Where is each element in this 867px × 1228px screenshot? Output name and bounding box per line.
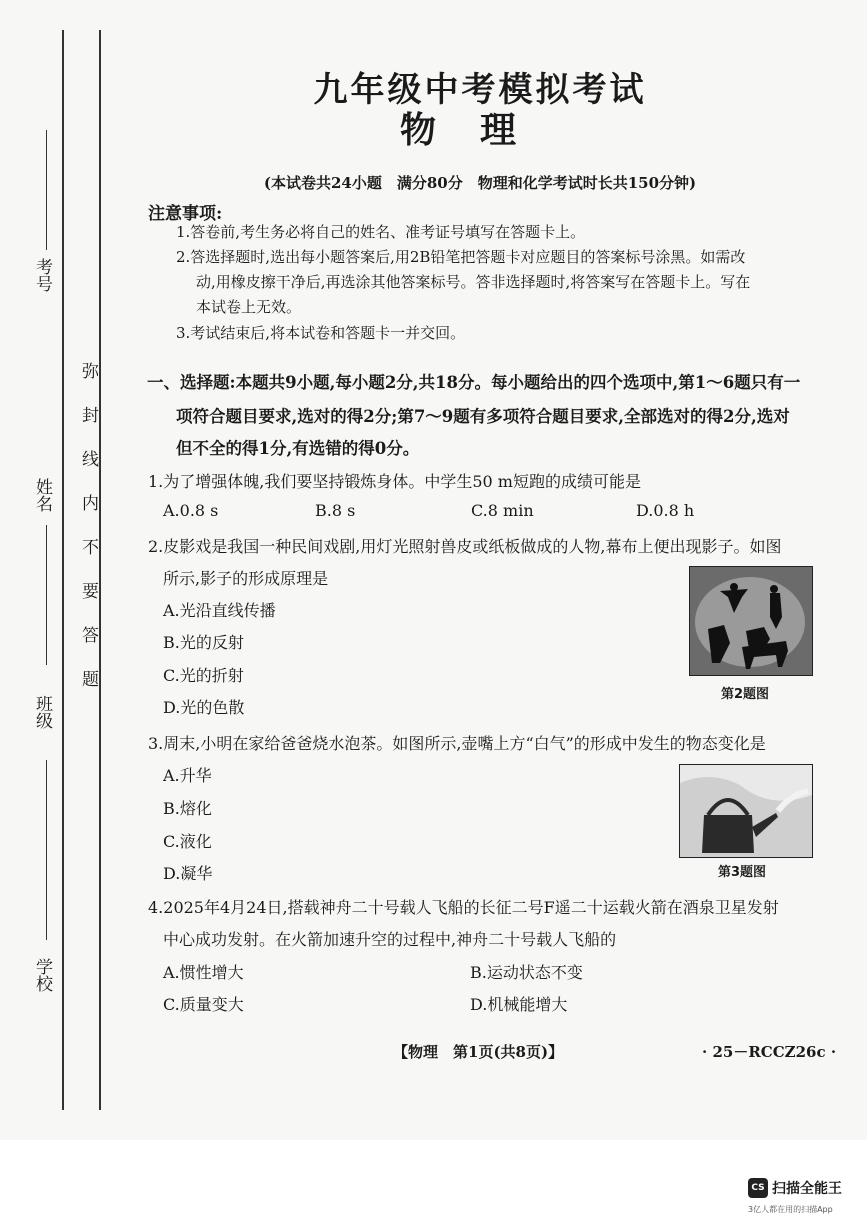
question-2-option-a: A.光沿直线传播 <box>163 601 276 620</box>
question-2-option-d: D.光的色散 <box>163 698 245 717</box>
notice-line: 本试卷上无效。 <box>196 298 302 316</box>
question-1-option-c: C.8 min <box>471 501 534 520</box>
scanner-tagline: 3亿人都在用的扫描App <box>748 1205 833 1214</box>
section-instructions: 一、选择题:本题共9小题,每小题2分,共18分。每小题给出的四个选项中,第1～6题只有一 <box>147 373 801 392</box>
question-4-stem: 4.2025年4月24日,搭载神舟二十号载人飞船的长征二号F遥二十运载火箭在酒泉卫星发射 <box>148 898 779 917</box>
question-2-option-c: C.光的折射 <box>163 666 244 685</box>
question-3-option-b: B.熔化 <box>163 799 212 818</box>
field-school: 学校 <box>32 958 52 992</box>
question-4-option-d: D.机械能增大 <box>470 995 568 1014</box>
field-exam-number: 考号 <box>32 258 52 292</box>
exam-title: 九年级中考模拟考试 <box>313 70 647 110</box>
scanner-logo-icon: CS <box>748 1178 768 1198</box>
question-1-option-a: A.0.8 s <box>163 501 219 520</box>
section-instructions: 项符合题目要求,选对的得2分;第7～9题有多项符合题目要求,全部选对的得2分,选对 <box>176 407 790 426</box>
question-4-option-a: A.惯性增大 <box>163 963 244 982</box>
notice-line: 1.答卷前,考生务必将自己的姓名、准考证号填写在答题卡上。 <box>176 223 586 241</box>
notice-line: 3.考试结束后,将本试卷和答题卡一并交回。 <box>176 324 466 342</box>
field-name-line <box>46 525 47 665</box>
question-2-stem: 所示,影子的形成原理是 <box>163 569 329 588</box>
subject-title: 物理 <box>399 110 560 151</box>
question-4-option-c: C.质量变大 <box>163 995 244 1014</box>
notice-line: 动,用橡皮擦干净后,再选涂其他答案标号。答非选择题时,将答案写在答题卡上。写在 <box>196 273 751 291</box>
field-class: 班级 <box>32 695 52 729</box>
field-class-line <box>46 760 47 940</box>
paper-code: · 25－RCCZ26c · <box>702 1043 837 1061</box>
field-name: 姓名 <box>32 478 52 512</box>
question-4-option-b: B.运动状态不变 <box>470 963 583 982</box>
section-instructions: 但不全的得1分,有选错的得0分。 <box>176 439 420 458</box>
figure-2-caption: 第2题图 <box>721 687 770 702</box>
shadow-puppet-image <box>689 566 813 676</box>
seal-notice: 弥封线内不要答题 <box>78 362 98 714</box>
question-3-option-d: D.凝华 <box>163 864 213 883</box>
question-4-stem: 中心成功发射。在火箭加速升空的过程中,神舟二十号载人飞船的 <box>163 930 617 949</box>
question-1-stem: 1.为了增强体魄,我们要坚持锻炼身体。中学生50 m短跑的成绩可能是 <box>148 472 641 491</box>
figure-3-caption: 第3题图 <box>718 865 767 880</box>
question-3-stem: 3.周末,小明在家给爸爸烧水泡茶。如图所示,壶嘴上方“白气”的形成中发生的物态变化是 <box>148 734 766 753</box>
notice-heading: 注意事项: <box>148 204 223 224</box>
exam-info: (本试卷共24小题 满分80分 物理和化学考试时长共150分钟) <box>263 174 697 192</box>
question-2-option-b: B.光的反射 <box>163 633 244 652</box>
question-1-option-d: D.0.8 h <box>636 501 695 520</box>
question-1-option-b: B.8 s <box>315 501 356 520</box>
kettle-image <box>679 764 813 858</box>
notice-line: 2.答选择题时,选出每小题答案后,用2B铅笔把答题卡对应题目的答案标号涂黑。如需改 <box>176 248 746 266</box>
question-2-stem: 2.皮影戏是我国一种民间戏剧,用灯光照射兽皮或纸板做成的人物,幕布上便出现影子。如图 <box>148 537 782 556</box>
question-3-option-a: A.升华 <box>163 766 212 785</box>
page-footer: 【物理 第1页(共8页)】 <box>393 1043 564 1061</box>
question-3-option-c: C.液化 <box>163 832 212 851</box>
scanner-brand: 扫描全能王 <box>772 1181 842 1197</box>
